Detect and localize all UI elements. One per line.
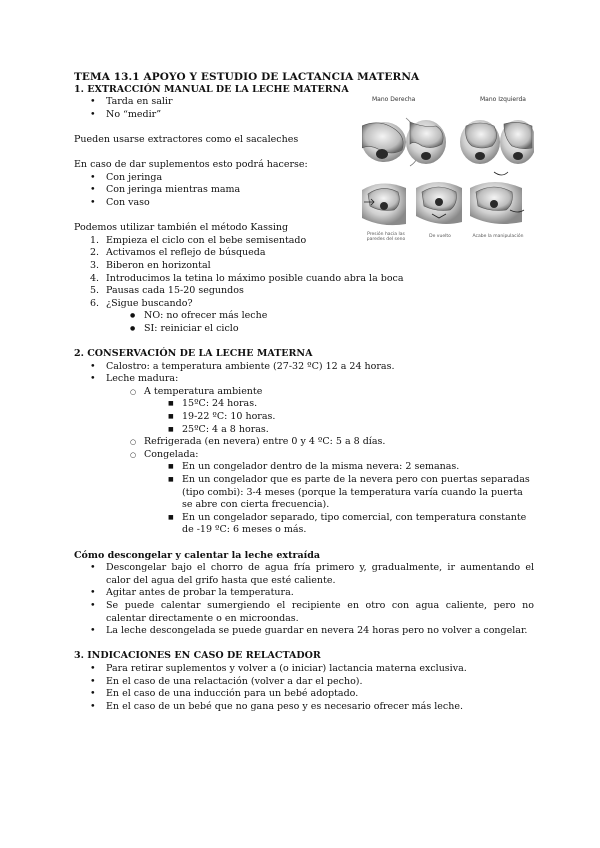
list-item: • La leche descongelada se puede guardar en nevera 24 horas pero no volver a congelar. (74, 625, 534, 638)
figure-label-right-hand: Mano Derecha (372, 96, 416, 103)
list-item: • En el caso de un bebé que no gana peso y es necesario ofrecer más leche. (74, 701, 534, 714)
s1-paragraph-kassing: Podemos utilizar también el método Kassing (74, 222, 289, 234)
s1-bullet-list (74, 96, 534, 121)
s2-ambiente-temps (74, 398, 534, 436)
s2-congelada-list (74, 461, 534, 537)
list-item: • Tarda en salir (74, 96, 534, 109)
list-item: • Con vaso (74, 197, 534, 210)
list-item: ■ 15ºC: 24 horas. (74, 398, 534, 411)
s1-paragraph-suplementos: En caso de dar suplementos esto podrá hacerse: (74, 159, 308, 171)
step-number: 6. (90, 297, 100, 309)
figure-caption-3: Acabe la manipulación (472, 234, 524, 239)
list-item: • En el caso de una relactación (volver a dar el pecho). (74, 676, 534, 689)
list-item: • Para retirar suplementos y volver a (o iniciar) lactancia materna exclusiva. (74, 663, 534, 676)
list-item: • En el caso de una inducción para un bebé adoptado. (74, 688, 534, 701)
list-item: • Se puede calentar sumergiendo el recipiente en otro con agua caliente, pero no calentar directamente o en microondas. (74, 600, 534, 625)
figure-label-left-hand: Mano Izquierda (480, 96, 526, 103)
list-item: ■ 19-22 ºC: 10 horas. (74, 411, 534, 424)
step-text: Introducimos la tetina lo máximo posible cuando abra la boca (106, 272, 404, 284)
step-text: Empieza el ciclo con el bebe semisentado (106, 234, 307, 246)
s2-madura-list (74, 386, 534, 399)
list-item (74, 235, 534, 248)
step-number: 2. (90, 247, 100, 259)
list-item (74, 298, 534, 311)
section-3-heading: 3. INDICACIONES EN CASO DE RELACTADOR (74, 650, 321, 662)
list-item: ○ Refrigerada (en nevera) entre 0 y 4 ºC: 5 a 8 días. (74, 436, 534, 449)
page-title: TEMA 13.1 APOYO Y ESTUDIO DE LACTANCIA MATERNA (74, 71, 420, 83)
list-item: • Leche madura: (74, 373, 534, 386)
step-number: 1. (90, 234, 100, 246)
list-item (74, 260, 534, 273)
list-item: ■ En un congelador que es parte de la nevera pero con puertas separadas (tipo combi): 3-4 meses (porque la temperatura varía cuando la puerta se abre con cierta frecuencia). (74, 474, 534, 512)
s3-list (74, 663, 534, 713)
figure-caption-1: Presión hacia las paredes del seno (366, 232, 406, 242)
step-text: Pausas cada 15-20 segundos (106, 285, 244, 297)
list-item: ■ En un congelador separado, tipo comercial, con temperatura constante de -19 ºC: 6 meses o más. (74, 512, 534, 537)
s1-supplement-list (74, 172, 534, 210)
kassing-steps (74, 235, 534, 311)
list-item: • Descongelar bajo el chorro de agua fría primero y, gradualmente, ir aumentando el calor del agua del grifo hasta que esté caliente. (74, 562, 534, 587)
list-item: • Agitar antes de probar la temperatura. (74, 587, 534, 600)
section-1-heading: 1. EXTRACCIÓN MANUAL DE LA LECHE MATERNA (74, 83, 349, 95)
s2-madura-list-2 (74, 436, 534, 461)
step-number: 4. (90, 272, 100, 284)
list-item: ○ A temperatura ambiente (74, 386, 534, 399)
thawing-list (74, 562, 534, 638)
section-2-heading: 2. CONSERVACIÓN DE LA LECHE MATERNA (74, 348, 313, 360)
list-item: ○ Congelada: (74, 449, 534, 462)
list-item: • No “medir” (74, 109, 534, 122)
list-item: ● SI: reiniciar el ciclo (74, 323, 534, 336)
s1-paragraph-extractores: Pueden usarse extractores como el sacaleches (74, 133, 299, 145)
figure-caption-2: De vuelto (429, 234, 451, 239)
step-text: Biberon en horizontal (106, 259, 211, 271)
kassing-sub-list (74, 310, 534, 335)
thawing-heading: Cómo descongelar y calentar la leche extraída (74, 549, 321, 561)
document-body (74, 71, 534, 713)
list-item (74, 247, 534, 260)
list-item: ■ 25ºC: 4 a 8 horas. (74, 424, 534, 437)
list-item: ● NO: no ofrecer más leche (74, 310, 534, 323)
list-item: ■ En un congelador dentro de la misma nevera: 2 semanas. (74, 461, 534, 474)
list-item: • Con jeringa (74, 172, 534, 185)
list-item (74, 273, 534, 286)
list-item: • Calostro: a temperatura ambiente (27-32 ºC) 12 a 24 horas. (74, 361, 534, 374)
step-text: Activamos el reflejo de búsqueda (106, 247, 266, 259)
step-text: ¿Sigue buscando? (106, 297, 193, 309)
list-item (74, 285, 534, 298)
step-number: 5. (90, 285, 100, 297)
step-number: 3. (90, 259, 100, 271)
s2-list (74, 361, 534, 386)
list-item: • Con jeringa mientras mama (74, 184, 534, 197)
